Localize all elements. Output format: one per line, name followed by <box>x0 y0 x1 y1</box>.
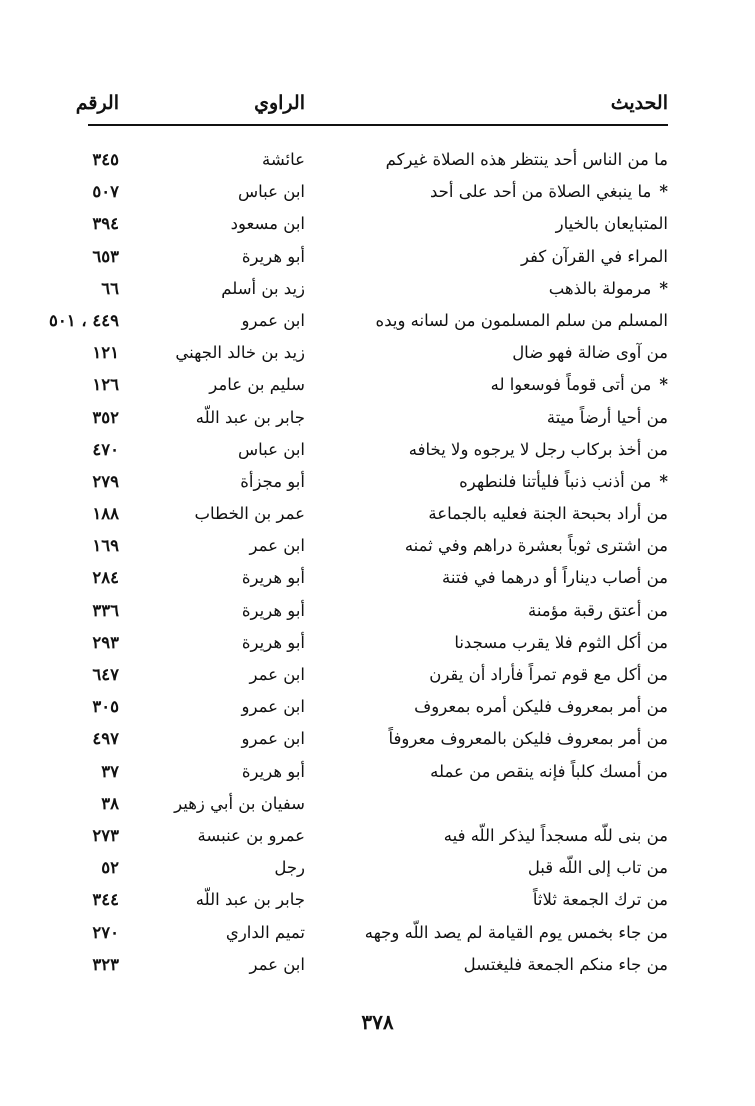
hadith-text <box>442 562 668 594</box>
narrator-name: أبو هريرة <box>241 761 305 781</box>
list-item <box>0 337 755 369</box>
hadith-label: من أمسك كلباً فإنه ينقص من عمله <box>430 761 668 781</box>
hadith-text <box>521 241 668 273</box>
hadith-number: ٢٧٠ <box>92 922 119 942</box>
hadith-label: من تاب إلى اللّه قبل <box>527 858 668 878</box>
list-item <box>0 852 755 884</box>
list-item <box>0 917 755 949</box>
hadith-text <box>464 949 668 981</box>
hadith-number: ٦٦ <box>101 278 119 298</box>
list-item <box>0 176 755 208</box>
hadith-label: من أمر بمعروف فليكن بالمعروف معروفاً <box>388 729 668 749</box>
hadith-label: من جاء بخمس يوم القيامة لم يصد اللّه وجهه <box>364 922 668 942</box>
narrator-name: أبو هريرة <box>241 600 305 620</box>
hadith-number: ١٨٨ <box>92 504 119 524</box>
narrator-name: زيد بن أسلم <box>221 278 305 298</box>
hadith-label: من ترك الجمعة ثلاثاً <box>532 890 668 910</box>
hadith-index-list <box>0 144 755 981</box>
hadith-number: ٤٧٠ <box>92 439 119 459</box>
narrator-name: عمر بن الخطاب <box>194 504 305 524</box>
list-item <box>0 691 755 723</box>
hadith-number: ١٢٦ <box>92 375 119 395</box>
hadith-number: ٣٧ <box>101 761 119 781</box>
hadith-label: من أحيا أرضاً ميتة <box>546 407 668 427</box>
list-item <box>0 627 755 659</box>
list-item <box>0 659 755 691</box>
hadith-text <box>430 756 668 788</box>
hadith-number: ٣٠٥ <box>92 697 119 717</box>
hadith-text <box>444 820 668 852</box>
hadith-number: ٣٢٣ <box>92 954 119 974</box>
hadith-number: ٤٤٩ ، ٥٠١ <box>48 310 119 330</box>
narrator-name: عمرو بن عنبسة <box>197 825 305 845</box>
hadith-text <box>459 466 668 498</box>
star-marker: * <box>659 278 668 298</box>
hadith-number: ٦٥٣ <box>92 246 119 266</box>
page-number: ٣٧٨ <box>361 1010 394 1034</box>
narrator-name: ابن عباس <box>238 439 305 459</box>
hadith-number: ٢٩٣ <box>92 632 119 652</box>
hadith-label: من بنى للّه مسجداً ليذكر اللّه فيه <box>443 825 668 845</box>
hadith-label: ما من الناس أحد ينتظر هذه الصلاة غيركم <box>385 150 668 169</box>
narrator-name: أبو هريرة <box>241 568 305 588</box>
hadith-text <box>405 530 668 562</box>
hadith-label: من أراد بحبحة الجنة فعليه بالجماعة <box>428 504 668 524</box>
hadith-label: من اشترى ثوباً بعشرة دراهم وفي ثمنه <box>404 536 668 556</box>
star-marker: * <box>659 375 668 395</box>
hadith-label: المسلم من سلم المسلمون من لسانه ويده <box>375 310 668 330</box>
list-item <box>0 273 755 305</box>
header-number: الرقم <box>75 92 119 114</box>
hadith-label: من أكل الثوم فلا يقرب مسجدنا <box>454 632 668 652</box>
narrator-name: ابن عمر <box>249 954 305 974</box>
list-item <box>0 369 755 401</box>
header-rule <box>88 124 668 126</box>
narrator-name: ابن عمرو <box>241 697 305 717</box>
hadith-number: ٥٠٧ <box>92 182 119 202</box>
hadith-text <box>386 144 668 176</box>
list-item <box>0 498 755 530</box>
hadith-number: ٦٤٧ <box>92 665 119 684</box>
hadith-number: ٤٩٧ <box>92 729 119 749</box>
hadith-label: من أعتق رقبة مؤمنة <box>527 600 668 620</box>
narrator-name: رجل <box>274 858 305 878</box>
list-item <box>0 208 755 240</box>
hadith-text <box>528 595 668 627</box>
list-item <box>0 241 755 273</box>
hadith-number: ٣٤٤ <box>92 890 119 910</box>
hadith-number: ٢٧٣ <box>92 825 119 845</box>
narrator-name: أبو مجزأة <box>240 471 305 491</box>
hadith-text <box>454 627 668 659</box>
list-item <box>0 788 755 820</box>
hadith-text <box>556 208 668 240</box>
narrator-name: أبو هريرة <box>241 246 305 266</box>
narrator-name: سفيان بن أبي زهير <box>174 793 305 813</box>
hadith-text <box>533 884 668 916</box>
list-item <box>0 402 755 434</box>
narrator-name: ابن عباس <box>238 182 305 202</box>
hadith-text <box>388 723 668 755</box>
list-item <box>0 144 755 176</box>
hadith-text <box>409 434 668 466</box>
hadith-number: ٣٣٦ <box>92 600 119 620</box>
header-narrator: الراوي <box>254 92 305 114</box>
hadith-number: ١٦٩ <box>92 536 119 556</box>
list-item <box>0 466 755 498</box>
list-item <box>0 820 755 852</box>
list-item <box>0 949 755 981</box>
hadith-number: ٣٤٥ <box>92 150 119 169</box>
narrator-name: عائشة <box>261 150 305 169</box>
hadith-number: ٢٧٩ <box>92 471 119 491</box>
hadith-label: من آوى ضالة فهو ضال <box>512 343 668 363</box>
hadith-label: من أكل مع قوم تمراً فأراد أن يقرن <box>429 665 668 684</box>
list-item <box>0 756 755 788</box>
list-item <box>0 884 755 916</box>
hadith-label: من أخذ بركاب رجل لا يرجوه ولا يخافه <box>408 439 668 459</box>
hadith-text <box>429 659 668 691</box>
list-item <box>0 562 755 594</box>
list-item <box>0 595 755 627</box>
narrator-name: زيد بن خالد الجهني <box>175 343 305 363</box>
hadith-number: ٥٢ <box>101 858 119 878</box>
star-marker: * <box>659 182 668 202</box>
hadith-text <box>547 402 668 434</box>
hadith-label: من أمر بمعروف فليكن أمره بمعروف <box>414 697 668 717</box>
hadith-label: المراء في القرآن كفر <box>520 246 668 266</box>
narrator-name: أبو هريرة <box>241 632 305 652</box>
hadith-text <box>414 691 668 723</box>
narrator-name: ابن مسعود <box>230 214 305 234</box>
hadith-text <box>376 305 668 337</box>
hadith-label: من أتى قوماً فوسعوا له <box>490 375 652 395</box>
hadith-text <box>549 273 668 305</box>
hadith-label: من أذنب ذنباً فليأتنا فلنطهره <box>459 471 652 491</box>
narrator-name: جابر بن عبد اللّه <box>195 890 305 910</box>
hadith-label: المتبايعان بالخيار <box>555 214 668 234</box>
narrator-name: سليم بن عامر <box>209 375 305 395</box>
header-hadith: الحديث <box>610 92 668 114</box>
hadith-label: من أصاب ديناراً أو درهما في فتنة <box>442 568 668 588</box>
hadith-text <box>528 852 668 884</box>
hadith-number: ١٢١ <box>92 343 119 363</box>
hadith-number: ٣٨ <box>101 793 119 813</box>
hadith-text <box>430 176 668 208</box>
narrator-name: جابر بن عبد اللّه <box>195 407 305 427</box>
narrator-name: ابن عمر <box>249 665 305 684</box>
hadith-text <box>365 917 668 949</box>
hadith-number: ٣٥٢ <box>92 407 119 427</box>
hadith-number: ٣٩٤ <box>92 214 119 234</box>
hadith-label: من جاء منكم الجمعة فليغتسل <box>463 954 668 974</box>
narrator-name: تميم الداري <box>225 922 305 942</box>
list-item <box>0 434 755 466</box>
hadith-number: ٢٨٤ <box>92 568 119 588</box>
table-header <box>0 88 755 118</box>
hadith-label: مرمولة بالذهب <box>548 278 652 298</box>
hadith-label: ما ينبغي الصلاة من أحد على أحد <box>430 182 652 202</box>
star-marker: * <box>659 471 668 491</box>
narrator-name: ابن عمر <box>249 536 305 556</box>
list-item <box>0 530 755 562</box>
narrator-name: ابن عمرو <box>241 729 305 749</box>
list-item <box>0 723 755 755</box>
hadith-text <box>428 498 668 530</box>
list-item <box>0 305 755 337</box>
narrator-name: ابن عمرو <box>241 310 305 330</box>
hadith-text <box>491 369 668 401</box>
hadith-text <box>512 337 668 369</box>
